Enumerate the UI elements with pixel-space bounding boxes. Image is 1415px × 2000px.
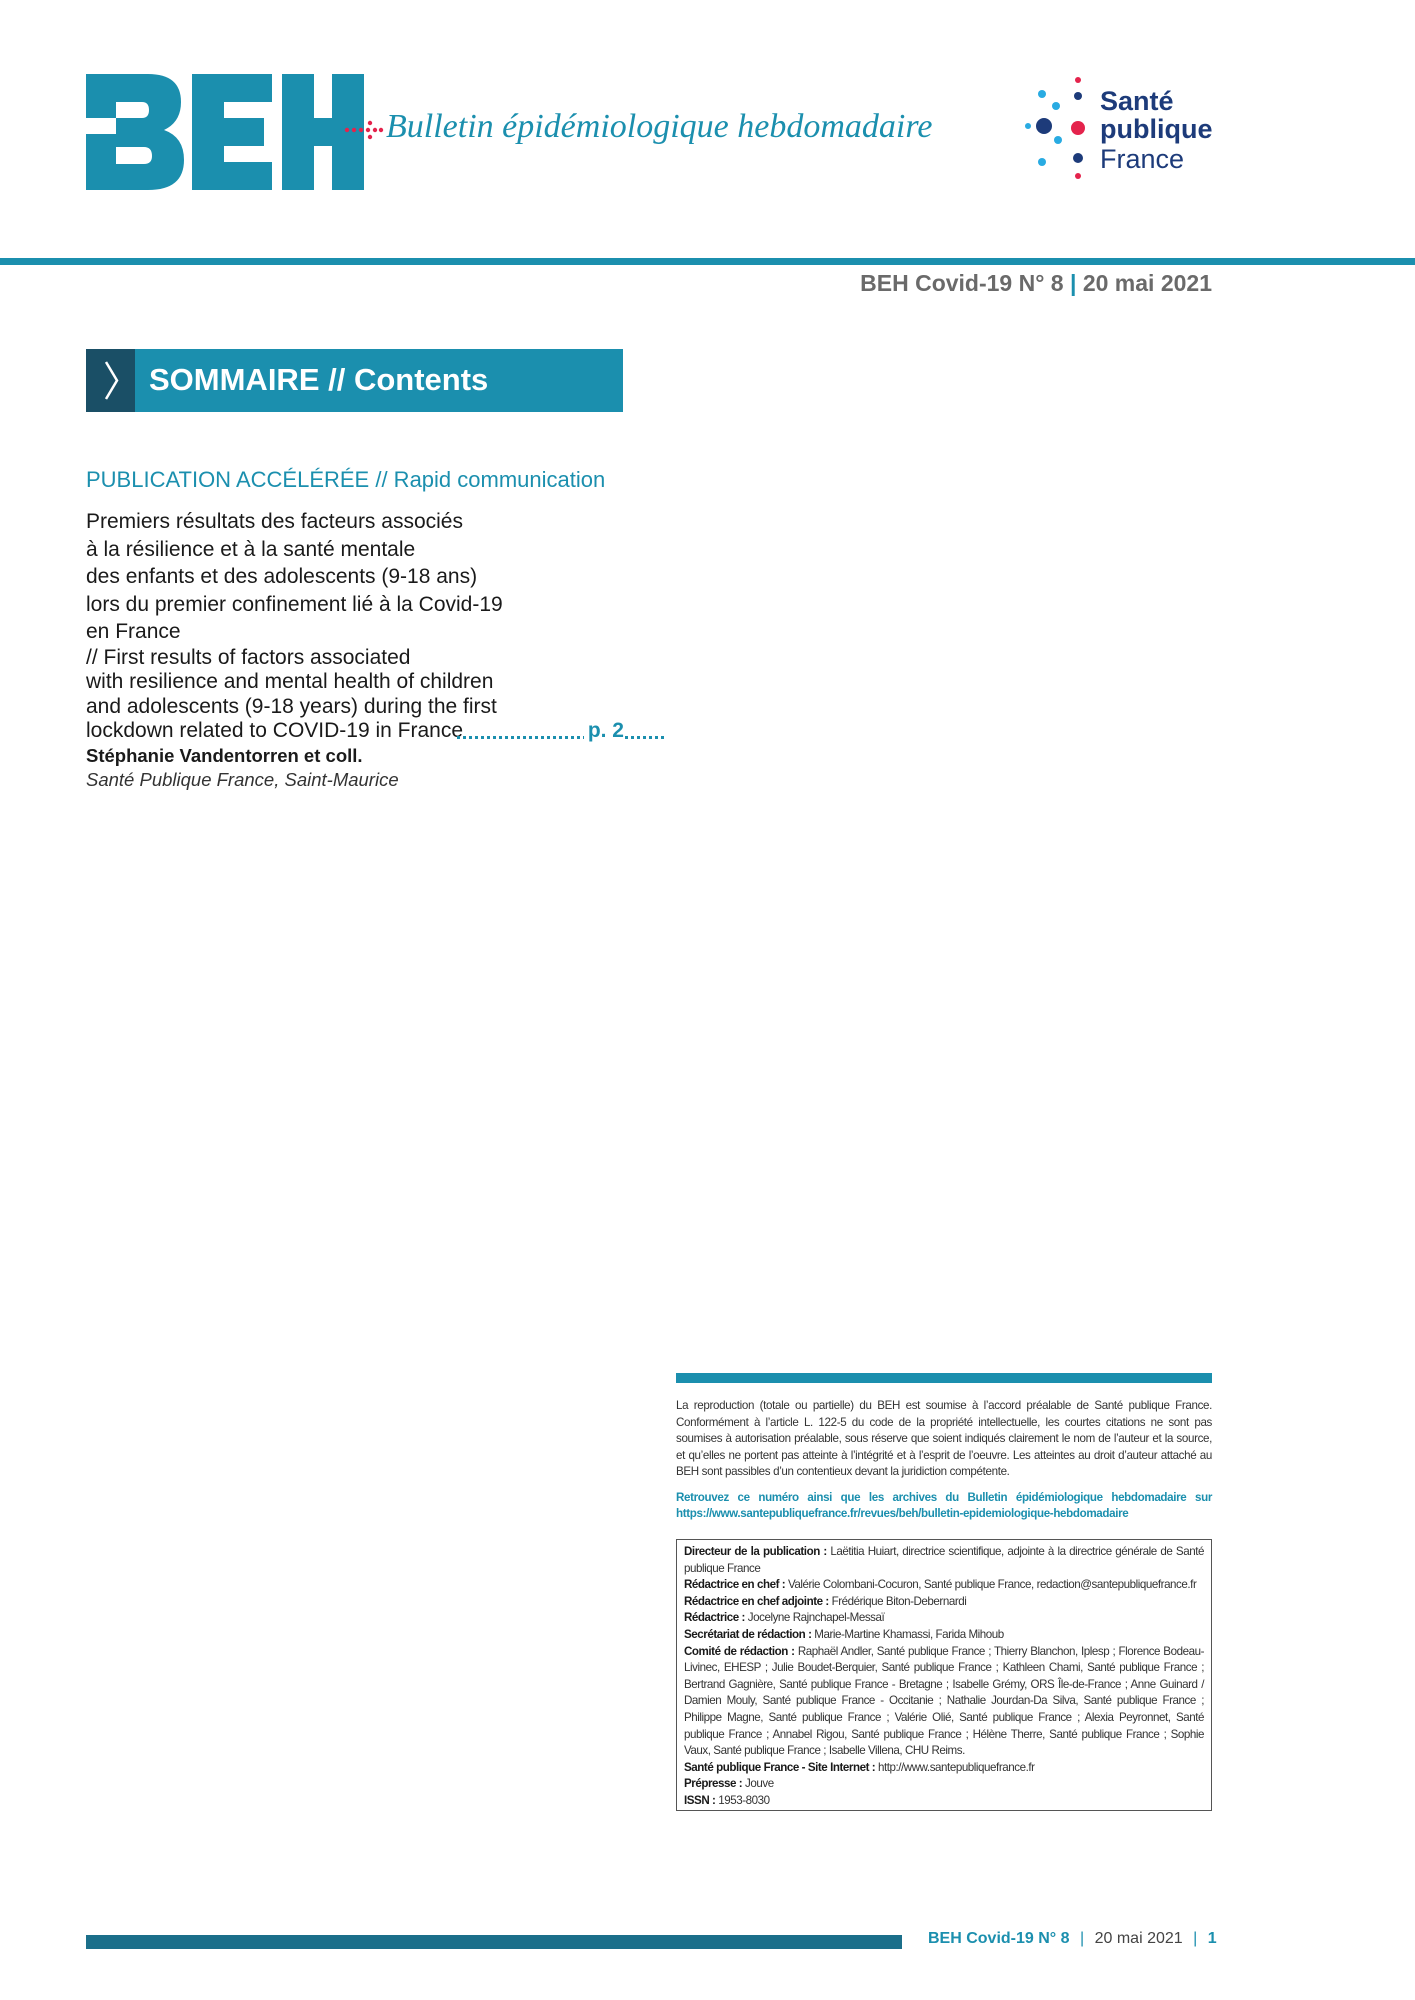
article-title-fr-line: lors du premier confinement lié à la Covid-19 <box>86 592 503 616</box>
credit-value: 1953-8030 <box>718 1793 770 1807</box>
credit-label: Rédactrice : <box>684 1611 745 1625</box>
credit-value: Valérie Colombani-Cocuron, Santé publique France, redaction@santepubliquefrance.fr <box>787 1578 1197 1592</box>
page-number: 1 <box>1207 1930 1217 1947</box>
article-title-fr-line: des enfants et des adolescents (9-18 ans) <box>86 565 478 588</box>
leader-dots <box>457 736 664 739</box>
info-rule <box>676 1373 1212 1383</box>
sommaire-chevron-block <box>86 349 135 412</box>
credit-value: Jocelyne Rajnchapel-Messaï <box>747 1611 885 1625</box>
article-author: Stéphanie Vandentorren et coll. <box>86 745 363 766</box>
page-reference-link[interactable]: p. 2 <box>584 719 624 744</box>
spf-logo-word-3: France <box>1100 144 1185 174</box>
credit-label: Secrétariat de rédaction : <box>684 1627 812 1641</box>
archive-url-link[interactable]: https://www.santepubliquefrance.fr/revues/beh/bulletin-epidemiologique-hebdomadaire <box>676 1507 1129 1521</box>
article-title-fr-line: Premiers résultats des facteurs associés <box>86 510 463 533</box>
credit-label: ISSN : <box>684 1793 716 1807</box>
article-title-fr-line: en France <box>86 620 181 643</box>
article-entry[interactable] <box>86 508 626 744</box>
footer-date: 20 mai 2021 <box>1094 1930 1183 1947</box>
credit-value: Marie-Martine Khamassi, Farida Mihoub <box>814 1627 1004 1641</box>
credit-value: Frédérique Biton-Debernardi <box>831 1594 967 1608</box>
sommaire-banner <box>86 349 623 412</box>
spf-logo-word-1: Santé <box>1100 86 1174 116</box>
archive-note <box>676 1490 1212 1523</box>
credit-value: Raphaël Andler, Santé publique France ; Thierry Blanchon, Iplesp ; Florence Bodeau-Livinec, EHESP ; Julie Boudet-Berquier, Santé publique France ; Kathleen Chami, Santé publique France ; Bertrand Gagnière, Santé publique France - Bretagne ; Isabelle Grémy, ORS Île-de-France ; Anne Guinard / Damien Mouly, Santé publique France - Occitanie ; Nathalie Jourdan-Da Silva, Santé publique France ; Philippe Magne, Santé publique France ; Valérie Olié, Santé publique France ; Alexia Peyronnet, Santé publique France ; Annabel Rigou, Santé publique France ; Hélène Therre, Santé publique France ; Sophie Vaux, Santé publique France ; Isabelle Villena, CHU Reims. <box>684 1644 1204 1758</box>
article-affiliation: Santé Publique France, Saint-Maurice <box>86 769 399 790</box>
chevron-right-icon <box>86 349 135 412</box>
arrow-dots-icon <box>344 118 386 142</box>
beh-logo <box>86 74 366 190</box>
archive-note-text: Retrouvez ce numéro ainsi que les archives du Bulletin épidémiologique hebdomadaire sur <box>676 1491 1212 1504</box>
spf-logo-dots-icon <box>1022 74 1092 184</box>
article-title-en-line: and adolescents (9-18 years) during the first <box>86 694 497 718</box>
credit-label: Directeur de la publication : <box>684 1545 827 1558</box>
article-title-en-line: with resilience and mental health of children <box>86 670 494 693</box>
footer-issue-label: BEH Covid-19 N° 8 <box>928 1930 1070 1947</box>
credit-label: Prépresse : <box>684 1777 743 1791</box>
article-title-en-last: lockdown related to COVID-19 in France <box>86 719 464 742</box>
credit-label: Comité de rédaction : <box>684 1644 795 1658</box>
credit-label: Santé publique France - Site Internet : <box>684 1760 876 1774</box>
issue-line <box>860 270 1212 297</box>
spf-logo-word-2: publique <box>1100 114 1213 144</box>
article-title-fr-line: à la résilience et à la santé mentale <box>86 537 416 561</box>
credit-value: Laëtitia Huiart, directrice scientifique, adjointe à la directrice générale de Santé publique France <box>684 1545 1204 1575</box>
credit-label: Rédactrice en chef adjointe : <box>684 1594 829 1608</box>
credits-box <box>676 1539 1212 1811</box>
issue-separator: | <box>1070 270 1077 296</box>
bulletin-title: Bulletin épidémiologique hebdomadaire <box>386 108 933 145</box>
footer-separator: | <box>1193 1930 1198 1947</box>
issue-label: BEH Covid-19 N° 8 <box>860 270 1064 296</box>
reproduction-note: La reproduction (totale ou partielle) du BEH est soumise à l’accord préalable de Santé publique France. Conformément à l’article L. 122-5 du code de la propriété intellectuelle, les courtes citations ne sont pas soumises à autorisation préalable, sous réserve que soient indiqués clairement le nom de l’auteur et la source, et qu’elles ne portent pas atteinte à l’intégrité et à l’esprit de l’oeuvre. Les atteintes au droit d’auteur attaché au BEH sont passibles d’un contentieux devant la juridiction compétente. <box>676 1399 1212 1479</box>
credit-value[interactable]: http://www.santepubliquefrance.fr <box>877 1760 1035 1774</box>
footer-text <box>928 1930 1217 1948</box>
credits-text <box>684 1544 1204 1810</box>
article-title-en-line: // First results of factors associated <box>86 645 411 669</box>
credit-label: Rédactrice en chef : <box>684 1578 786 1592</box>
header-rule <box>0 258 1415 265</box>
footer-separator: | <box>1080 1930 1085 1947</box>
issue-date: 20 mai 2021 <box>1082 270 1212 296</box>
sommaire-title: SOMMAIRE // Contents <box>149 362 489 397</box>
sante-publique-france-logo <box>1022 74 1222 184</box>
footer-bar <box>86 1935 902 1949</box>
article-title-en-last-line <box>86 719 624 744</box>
section-label: PUBLICATION ACCÉLÉRÉE // Rapid communication <box>86 467 606 492</box>
credit-value: Jouve <box>745 1777 774 1791</box>
